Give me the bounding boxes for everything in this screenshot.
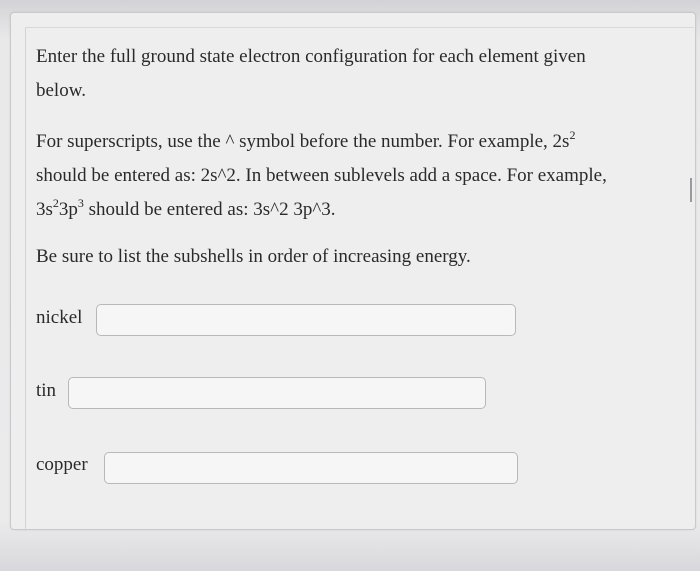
copper-answer-input[interactable] bbox=[104, 452, 518, 484]
nickel-label: nickel bbox=[36, 307, 83, 328]
instruction-line-2: below. bbox=[36, 80, 86, 101]
superscript-rule-line-3 bbox=[36, 193, 607, 227]
instruction-paragraph bbox=[36, 40, 586, 108]
example-sup-3s: 2 bbox=[52, 195, 59, 210]
nickel-answer-input[interactable] bbox=[96, 304, 516, 336]
example-base-3p: 3p bbox=[58, 199, 78, 220]
tin-label: tin bbox=[36, 380, 57, 401]
example-superscript: 2 bbox=[569, 127, 576, 142]
superscript-rule-line-1 bbox=[36, 125, 607, 159]
superscript-rule-text-3: should be entered as: 3s^2 3p^3. bbox=[83, 199, 336, 220]
superscript-instructions bbox=[36, 125, 607, 227]
example-sup-3p: 3 bbox=[77, 195, 84, 210]
order-note: Be sure to list the subshells in order of increasing energy. bbox=[36, 246, 471, 267]
tin-answer-input[interactable] bbox=[68, 377, 486, 409]
example-base-3s: 3s bbox=[36, 199, 53, 220]
superscript-rule-line-2: should be entered as: 2s^2. In between sublevels add a space. For example, bbox=[36, 165, 607, 186]
copper-label: copper bbox=[36, 454, 88, 475]
scrollbar-edge[interactable] bbox=[690, 178, 692, 202]
superscript-rule-text-1: For superscripts, use the ^ symbol before the number. For example, 2s bbox=[36, 131, 570, 152]
instruction-line-1: Enter the full ground state electron configuration for each element given bbox=[36, 46, 586, 67]
